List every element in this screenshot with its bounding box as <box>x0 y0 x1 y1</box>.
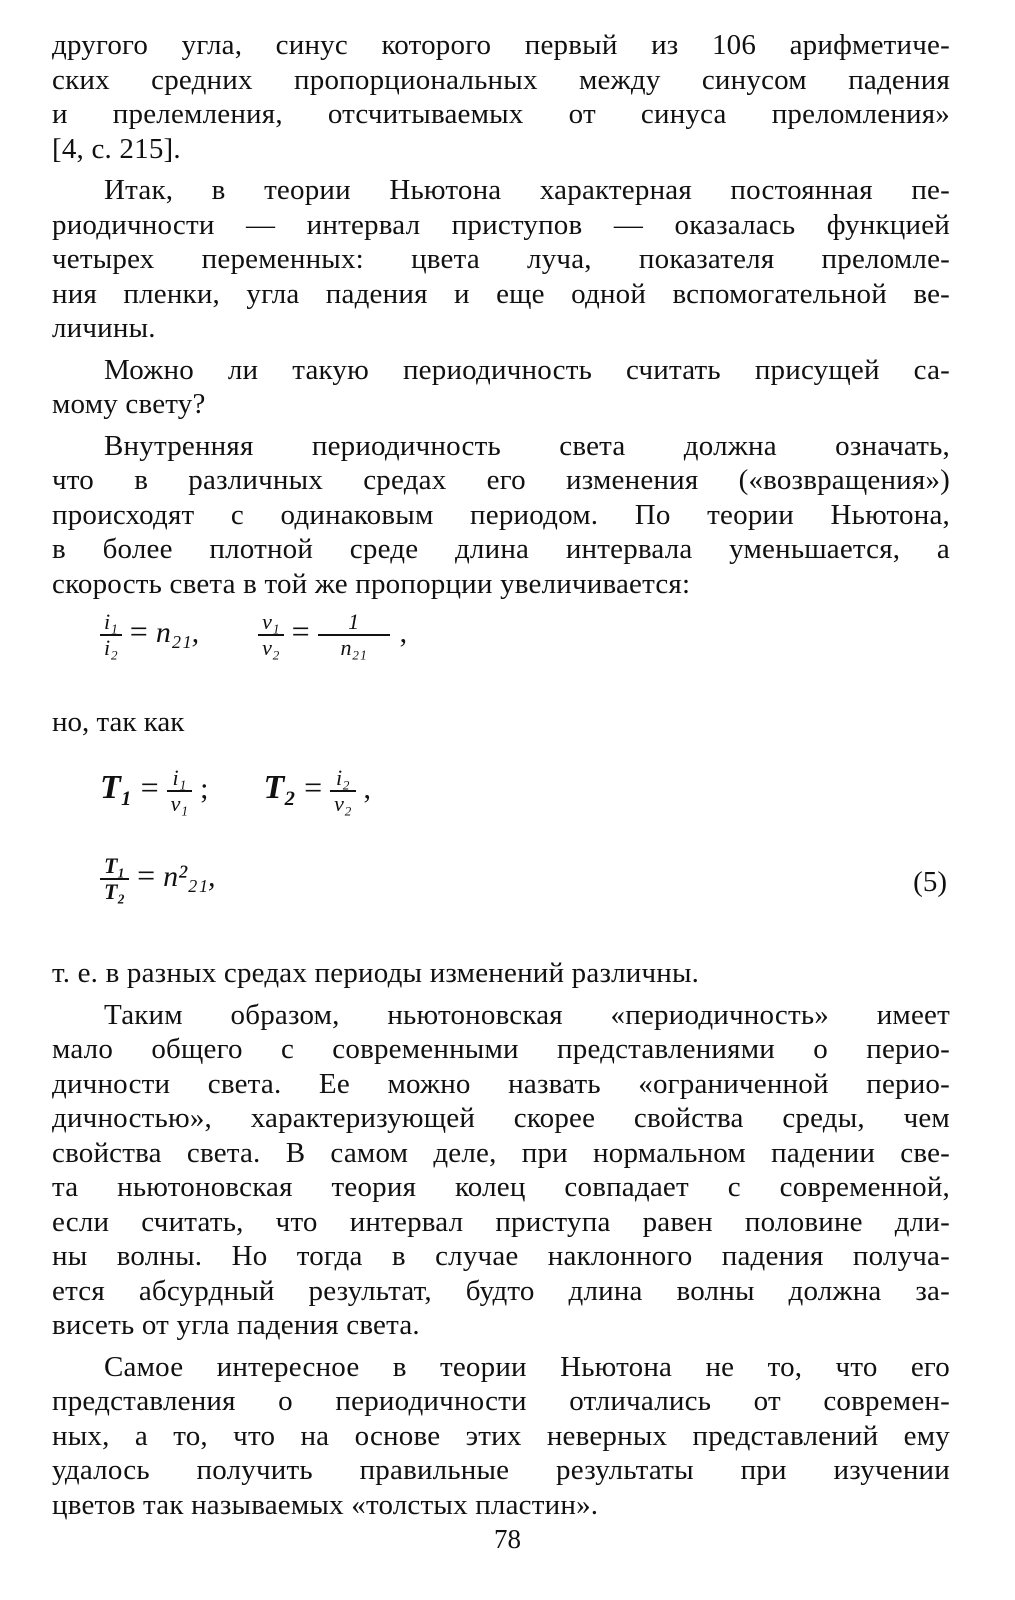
formula-term: T₂ <box>263 768 297 806</box>
text-line: дичности света. Ее можно назвать «ограниченной перио- <box>52 1067 950 1100</box>
text-line: ны волны. Но тогда в случае наклонного падения получа- <box>52 1240 950 1272</box>
text-line: другого угла, синус которого первый из 106 арифметиче- <box>52 29 950 61</box>
equals-sign: = <box>140 768 159 805</box>
formula-ratio-intervals <box>100 610 407 660</box>
formula-punctuation: ; <box>200 771 209 805</box>
text-line: если считать, что интервал приступа равен половине дли- <box>52 1205 950 1238</box>
text-line: четырех переменных: цвета луча, показателя преломле- <box>52 243 950 275</box>
formula-rhs: n₂₁, <box>155 615 200 649</box>
text-line: происходят с одинаковым периодом. По теории Ньютона, <box>52 498 950 531</box>
equals-sign: = <box>137 856 156 893</box>
fraction-denominator: n₂₁ <box>340 635 367 660</box>
formula-periods <box>100 766 371 816</box>
text-line: и прелемления, отсчитываемых от синуса преломления» <box>52 98 950 130</box>
fraction-denominator: v₂ <box>334 791 352 816</box>
fraction <box>330 766 355 816</box>
equals-sign: = <box>304 768 323 805</box>
paragraph-limited-periodicity <box>52 998 950 1343</box>
fraction-numerator: i₁ <box>100 610 122 636</box>
text-line: представления о периодичности отличались от современ- <box>52 1385 950 1417</box>
text-line: Можно ли такую периодичность считать присущей са- <box>104 353 950 386</box>
fraction-numerator: i₂ <box>330 766 355 792</box>
text-line: мому свету? <box>52 388 206 420</box>
text-line: свойства света. В самом деле, при нормальном падении све- <box>52 1136 950 1169</box>
text-line: ных, а то, что на основе этих неверных представлений ему <box>52 1419 950 1452</box>
equals-sign: = <box>129 612 148 649</box>
paragraph-thick-plates <box>52 1350 950 1523</box>
text-line: мало общего с современными представлениями о перио- <box>52 1033 950 1065</box>
paragraph-question <box>52 353 950 422</box>
equals-sign: = <box>291 612 310 649</box>
text-line: удалось получить правильные результаты при изучении <box>52 1454 950 1486</box>
text-line: Внутренняя периодичность света должна означать, <box>104 429 950 462</box>
page-text <box>52 28 950 608</box>
text-line: что в различных средах его изменения («возвращения») <box>52 464 950 496</box>
connector-text: но, так как <box>52 706 185 738</box>
fraction-numerator: v₁ <box>258 610 283 636</box>
formula-period-ratio <box>100 854 216 904</box>
text-line: ских средних пропорциональных между синусом падения <box>52 63 950 96</box>
fraction <box>167 766 192 816</box>
paragraph-conclusion <box>52 956 950 991</box>
text-line: ется абсурдный результат, будто длина волны должна за- <box>52 1274 950 1307</box>
page-number: 78 <box>494 1524 521 1554</box>
text-line: [4, с. 215]. <box>52 132 181 165</box>
text-line: ния пленки, угла падения и еще одной вспомогательной ве- <box>52 277 950 310</box>
text-line: Самое интересное в теории Ньютона не то, что его <box>104 1350 950 1383</box>
text-line: дичностью», характеризующей скорее свойства среды, чем <box>52 1102 950 1134</box>
paragraph-quote-end <box>52 28 950 166</box>
text-line: риодичности — интервал приступов — оказалась функцией <box>52 208 950 241</box>
text-line: Таким образом, ньютоновская «периодичность» имеет <box>104 998 950 1031</box>
fraction-numerator: 1 <box>318 610 390 636</box>
fraction <box>318 610 390 660</box>
fraction-numerator: i₁ <box>167 766 192 792</box>
text-line: скорость света в той же пропорции увеличивается: <box>52 567 691 600</box>
fraction-denominator: i₂ <box>104 635 118 660</box>
text-line: висеть от угла падения света. <box>52 1309 420 1341</box>
text-line: личины. <box>52 312 156 344</box>
formula-punctuation: , <box>363 771 372 805</box>
text-line: в более плотной среде длина интервала уменьшается, а <box>52 533 950 565</box>
paragraph-inner-periodicity <box>52 429 950 602</box>
fraction-denominator: T₂ <box>104 879 126 904</box>
page-text-lower <box>52 956 950 1529</box>
text-line: Итак, в теории Ньютона характерная постоянная пе- <box>104 174 950 206</box>
fraction-numerator: T₁ <box>100 854 129 880</box>
fraction <box>100 854 129 904</box>
formula-punctuation: , <box>399 615 408 649</box>
fraction-denominator: v₁ <box>170 791 189 816</box>
paragraph-newton-theory <box>52 173 950 346</box>
equation-number: (5) <box>913 866 947 898</box>
text-line: т. е. в разных средах периоды изменений различны. <box>52 957 700 989</box>
formula-term: T₁ <box>100 768 133 806</box>
formula-rhs: n²₂₁, <box>163 859 216 893</box>
fraction <box>100 610 122 660</box>
text-line: цветов так называемых «толстых пластин». <box>52 1488 599 1521</box>
fraction-denominator: v₂ <box>262 635 280 660</box>
text-line: та ньютоновская теория колец совпадает с современной, <box>52 1171 950 1203</box>
fraction <box>258 610 283 660</box>
